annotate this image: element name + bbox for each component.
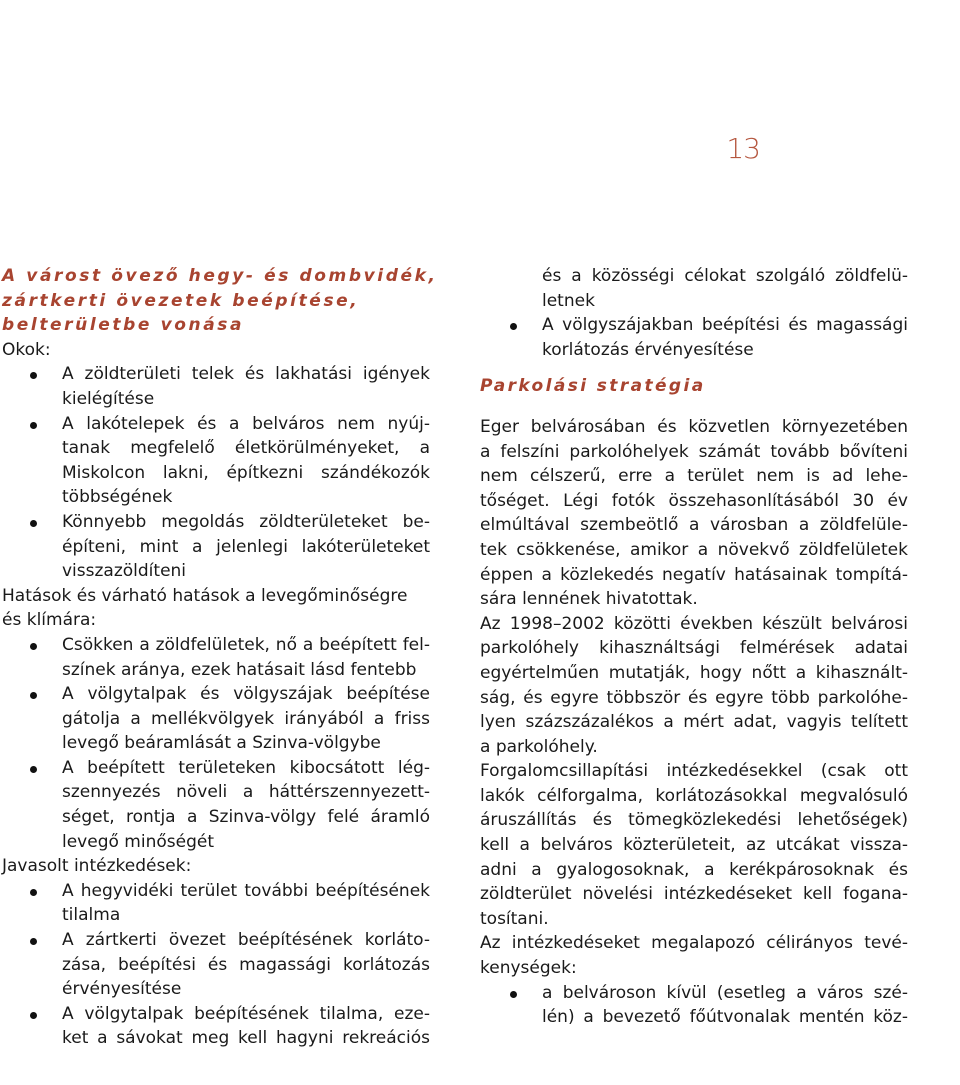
list-item-line: levegő beáramlását a Szinva-völgybe [62, 733, 381, 754]
list-item-line: A zöldterületi telek és lakhatási igények [62, 364, 430, 385]
bullet-icon [30, 643, 37, 650]
paragraph-line: a parkolóhely. [480, 736, 598, 757]
list-item-line: A völgyszájakban beépítési és magassági [542, 315, 908, 336]
paragraph-line: Az intézkedéseket megalapozó célirányos tevé- [480, 933, 908, 954]
list-item-line: levegő minőségét [62, 831, 214, 852]
list-item-line: korlátozás érvényesítése [542, 339, 754, 360]
list-item-line: tilalma [62, 905, 121, 926]
hatasok-label: és klímára: [2, 610, 97, 631]
list-item [2, 412, 430, 510]
paragraph-line: ság, és egyre többször és egyre több parkolóhe- [480, 687, 908, 708]
list-item [2, 756, 430, 854]
right-column [480, 264, 908, 1030]
paragraph-line: sára lennének hivatottak. [480, 589, 698, 610]
list-item-line: érvényesítése [62, 979, 182, 1000]
paragraph-line: tek csökkenése, amikor a növekvő zöldfelületek [480, 539, 908, 560]
list-item [2, 928, 430, 1002]
paragraph-line: Forgalomcsillapítási intézkedésekkel (csak ott [480, 761, 908, 782]
bullet-icon [30, 422, 37, 429]
paragraph [480, 759, 908, 931]
paragraph-line: éppen a közlekedés negatív hatásainak tompítá- [480, 564, 908, 585]
list-item-line: színek aránya, ezek hatásait lásd fentebb [62, 659, 417, 680]
list-item-line: A zártkerti övezet beépítésének korláto- [62, 930, 430, 951]
paragraph-line: elmúltával szembeötlő a városban a zöldfelüle- [480, 515, 908, 536]
section-heading-line: A várost övező hegy- és dombvidék, [2, 266, 438, 286]
list-item [2, 633, 430, 682]
section-heading-line: belterületbe vonása [2, 315, 245, 336]
paragraph-line: Az 1998–2002 közötti években készült belvárosi [480, 613, 908, 634]
list-item [2, 1002, 430, 1051]
bullet-icon [30, 520, 37, 527]
list-item-line: A lakótelepek és a belváros nem nyúj- [62, 413, 430, 434]
list-item-line: Könnyebb megoldás zöldterületeket be- [62, 511, 430, 532]
paragraph-line: tosítani. [480, 908, 549, 929]
list-item-line: A völgytalpak és völgyszájak beépítése [62, 684, 430, 705]
list-item-line: zása, beépítési és magassági korlátozás [62, 954, 430, 975]
list-item-line: gátolja a mellékvölgyek irányából a friss [62, 708, 430, 729]
bullet-icon [30, 766, 37, 773]
paragraph-line: kenységek: [480, 958, 577, 979]
page-number: 13 [726, 132, 760, 165]
list-item-line: letnek [542, 290, 595, 311]
list-item-line: Miskolcon lakni, építkezni szándékozók [62, 462, 430, 483]
paragraph-line: Eger belvárosában és közvetlen környezetében [480, 416, 908, 437]
paragraph-line: egyértelműen mutatják, hogy nőtt a kihasznált- [480, 662, 908, 683]
hatasok-label: Hatások és várható hatások a levegőminőségre [2, 585, 408, 606]
list-item-line: a belvároson kívül (esetleg a város szé- [542, 982, 908, 1003]
list-item [2, 510, 430, 584]
paragraph [480, 612, 908, 760]
list-item-line: kielégítése [62, 388, 155, 409]
list-item-line: lén) a bevezető főútvonalak mentén köz- [542, 1007, 908, 1028]
bullet-icon [510, 323, 517, 330]
section-heading: Parkolási stratégia [480, 376, 706, 397]
list-item-line: szennyezés növeli a háttérszennyezett- [62, 782, 430, 803]
list-item-line: A hegyvidéki terület további beépítésének [62, 880, 430, 901]
paragraph-line: parkolóhely kihasználtsági felmérések adatai [480, 638, 908, 659]
paragraph-line: lakók célforgalma, korlátozásokkal megvalósuló [480, 785, 908, 806]
section-heading-line: zártkerti övezetek beépítése, [2, 290, 360, 311]
list-item [480, 313, 908, 362]
okok-label: Okok: [2, 339, 51, 360]
bullet-icon [30, 889, 37, 896]
bullet-icon [30, 938, 37, 945]
list-item-line: Csökken a zöldfelületek, nő a beépített fel- [62, 634, 430, 655]
bullet-icon [30, 1012, 37, 1019]
list-item-line: visszazöldíteni [62, 561, 187, 582]
paragraph-line: nem célszerű, erre a terület nem is ad lehe- [480, 466, 908, 487]
paragraph-line: a felszíni parkolóhelyek számát tovább bővíteni [480, 441, 908, 462]
paragraph-line: kell a belváros közterületeit, az utcákat vissza- [480, 835, 908, 856]
list-item [2, 682, 430, 756]
list-item-line: és a közösségi célokat szolgáló zöldfelü- [542, 266, 908, 286]
paragraph-line: lyen százszázalékos a mért adat, vagyis telített [480, 712, 908, 733]
paragraph-line: zöldterület növelési intézkedéseket kell fogana- [480, 884, 908, 905]
list-item-line: többségének [62, 487, 173, 508]
bullet-icon [510, 991, 517, 998]
list-item [2, 362, 430, 411]
list-item-continued [480, 264, 908, 313]
list-item-line: ket a sávokat meg kell hagyni rekreációs [62, 1028, 430, 1049]
left-column [2, 264, 438, 1051]
paragraph-line: áruszállítás és tömegközlekedési lehetőségek) [480, 810, 908, 831]
list-item-line: A beépített területeken kibocsátott lég- [62, 757, 430, 778]
paragraph [480, 931, 908, 980]
bullet-icon [30, 692, 37, 699]
bullet-icon [30, 372, 37, 379]
list-item-line: építeni, mint a jelenlegi lakóterületeket [62, 536, 430, 557]
list-item-line: tanak megfelelő életkörülményeket, a [62, 438, 430, 459]
paragraph-line: tőséget. Légi fotók összehasonlításából 30 év [480, 490, 908, 511]
paragraph [480, 415, 908, 612]
javasolt-label: Javasolt intézkedések: [2, 856, 192, 877]
list-item-line: séget, rontja a Szinva-völgy felé áramló [62, 807, 430, 828]
list-item-line: A völgytalpak beépítésének tilalma, eze- [62, 1003, 430, 1024]
paragraph-line: adni a gyalogosoknak, a kerékpárosoknak és [480, 859, 908, 880]
list-item [480, 981, 908, 1030]
list-item [2, 879, 430, 928]
